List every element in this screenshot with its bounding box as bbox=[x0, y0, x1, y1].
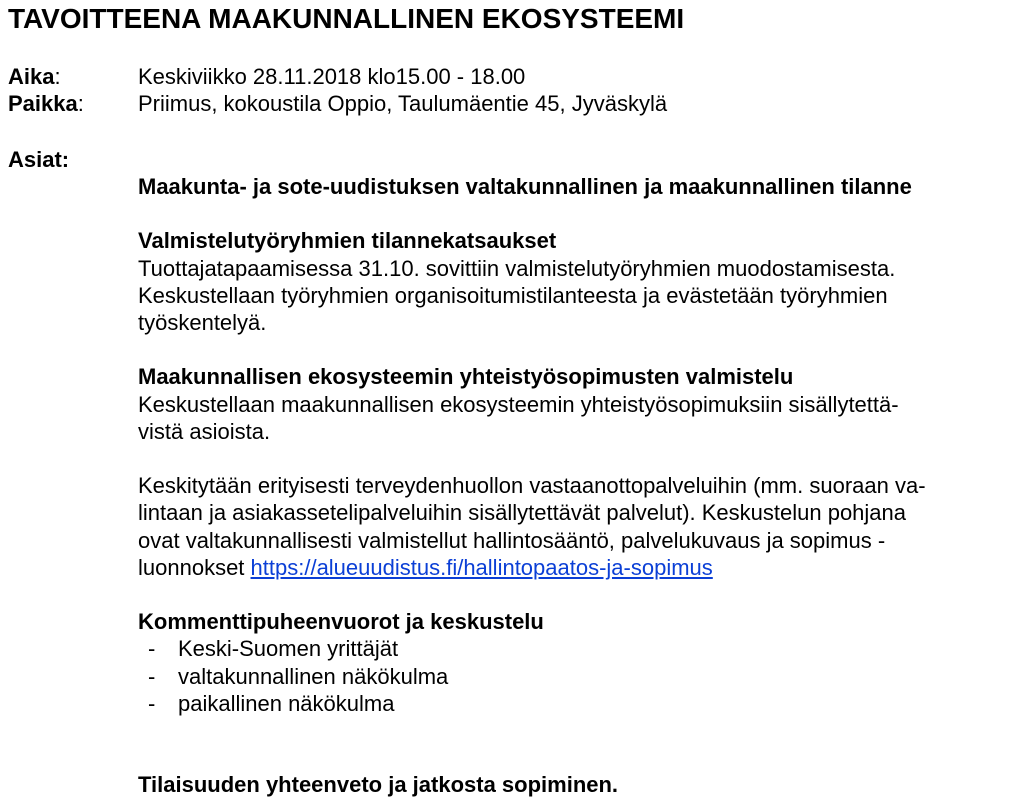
agenda-text-line: ovat valtakunnallisesti valmistellut hallintosääntö, palvelukuvaus ja sopimus - bbox=[138, 527, 886, 553]
aika-value: Keskiviikko 28.11.2018 klo15.00 - 18.00 bbox=[138, 64, 526, 89]
agenda-text-line: lintaan ja asiakassetelipalveluihin sisällytettävät palvelut). Keskustelun pohjana bbox=[138, 500, 907, 526]
meta-paikka-row bbox=[8, 90, 667, 117]
asiat-label: Asiat: bbox=[8, 147, 70, 172]
agenda-heading-kommenttipuheenvuorot: Kommenttipuheenvuorot ja keskustelu bbox=[138, 609, 544, 635]
agenda-heading-tilannekatsaukset: Valmistelutyöryhmien tilannekatsaukset bbox=[138, 228, 557, 254]
alueuudistus-link[interactable]: https://alueuudistus.fi/hallintopaatos-ja-sopimus bbox=[250, 554, 713, 580]
paikka-label: Paikka: bbox=[8, 91, 84, 116]
agenda-text-line: vistä asioista. bbox=[138, 418, 271, 444]
agenda-text-line: Keskustellaan työryhmien organisoitumistilanteesta ja evästetään työryhmien bbox=[138, 282, 888, 308]
aika-label: Aika: bbox=[8, 64, 61, 89]
list-item: - Keski-Suomen yrittäjät bbox=[138, 635, 1018, 662]
agenda-text-line: Keskitytään erityisesti terveydenhuollon vastaanottopalveluihin (mm. suoraan va- bbox=[138, 473, 926, 499]
agenda-text-line: Keskustellaan maakunnallisen ekosysteemin yhteistyösopimuksiin sisällytettä- bbox=[138, 391, 899, 417]
list-item: - valtakunnallinen näkökulma bbox=[138, 663, 1018, 690]
agenda-text-line-with-link bbox=[138, 554, 1018, 581]
list-item: - paikallinen näkökulma bbox=[138, 690, 1018, 717]
agenda-heading-tilanne: Maakunta- ja sote-uudistuksen valtakunnallinen ja maakunnallinen tilanne bbox=[138, 174, 912, 199]
agenda-text-line: työskentelyä. bbox=[138, 310, 267, 335]
comment-list bbox=[138, 635, 1018, 717]
agenda-content bbox=[138, 173, 1018, 799]
agenda-heading-yhteistyosopimukset: Maakunnallisen ekosysteemin yhteistyösopimusten valmistelu bbox=[138, 364, 794, 390]
luonnokset-text: luonnokset bbox=[138, 554, 251, 580]
agenda-text-line: Tuottajatapaamisessa 31.10. sovittiin valmistelutyöryhmien muodostamisesta. bbox=[138, 255, 896, 281]
paikka-value: Priimus, kokoustila Oppio, Taulumäentie 45, Jyväskylä bbox=[138, 91, 668, 116]
page-title: TAVOITTEENA MAAKUNNALLINEN EKOSYSTEEMI bbox=[8, 3, 685, 34]
meta-aika-row bbox=[8, 63, 525, 90]
agenda-heading-yhteenveto: Tilaisuuden yhteenveto ja jatkosta sopiminen. bbox=[138, 772, 619, 798]
